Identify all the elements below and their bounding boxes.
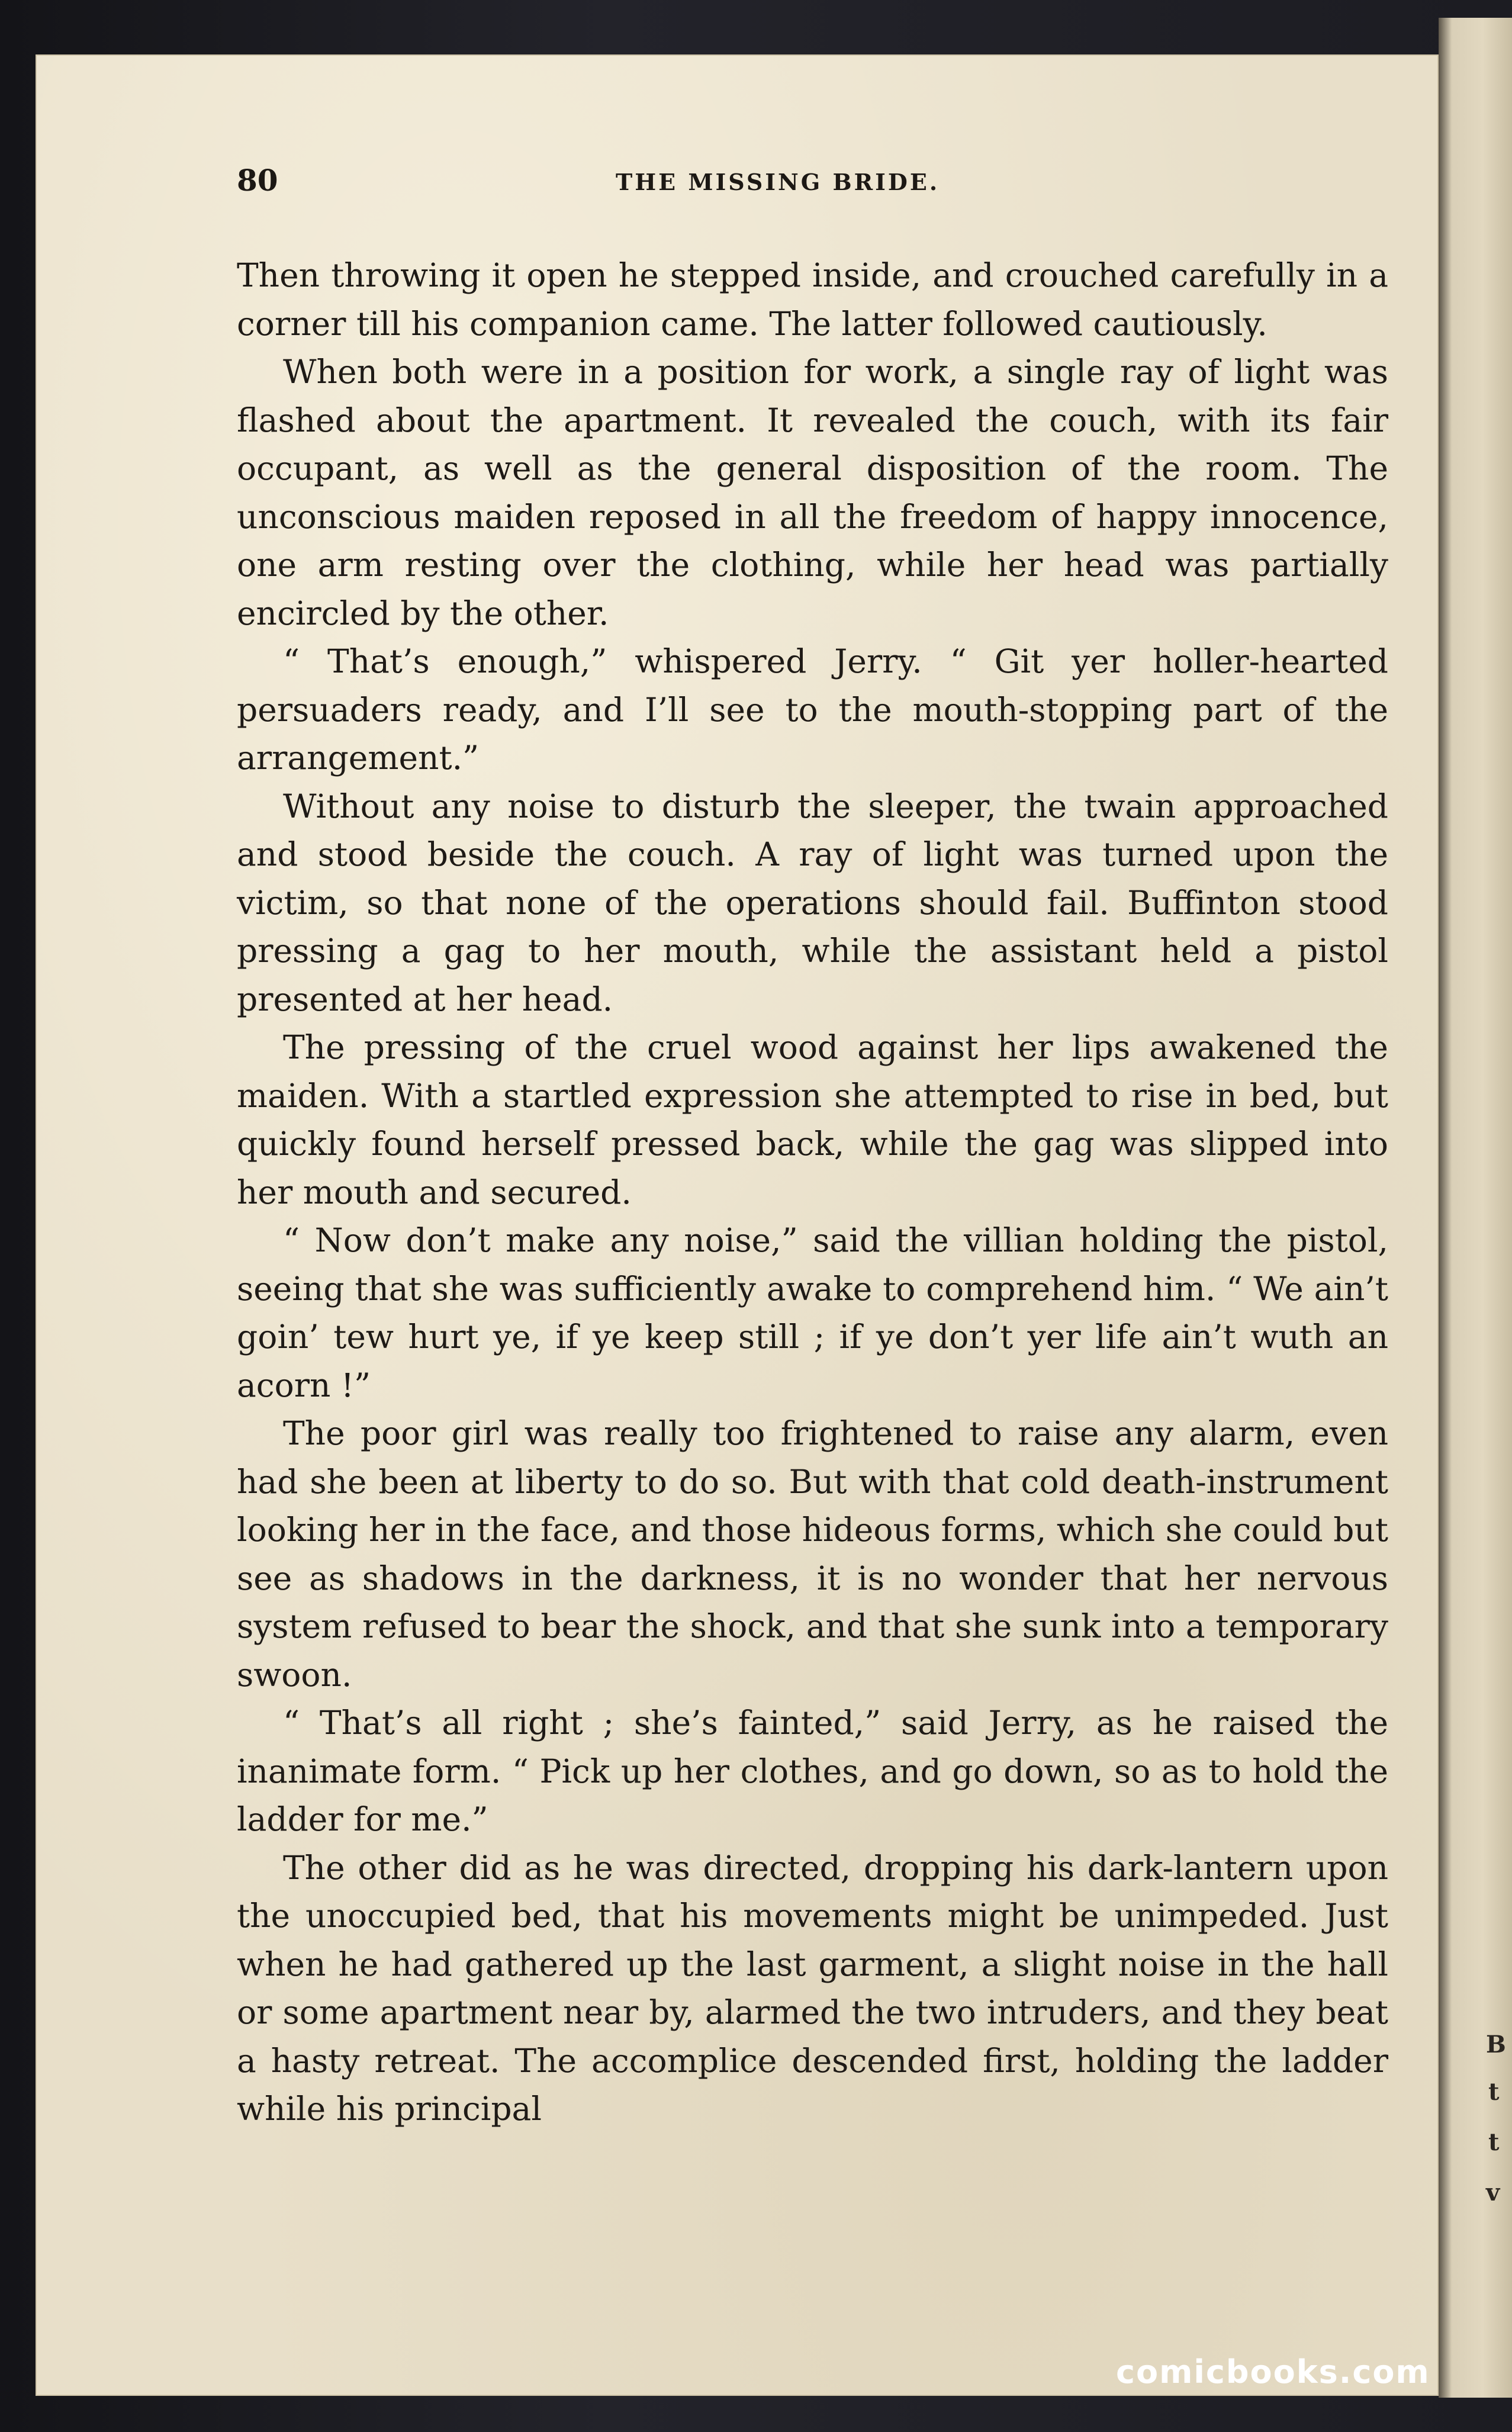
paragraph: The poor girl was really too frightened to raise any alarm, even had she been at liberty to do so. But with that cold death-instrument looking her in the face, and those hideous forms, which she could but see as shadows in the darkness, it is no wonder that her nervous system refused to bear the shock, and that she sunk into a temporary swoon. [237,1414,1388,1694]
paragraph: The pressing of the cruel wood against her lips awakened the maiden. With a startled expression she attempted to rise in bed, but quickly found herself pressed back, while the gag was slipped into her mouth and secured. [237,1028,1388,1211]
running-title: THE MISSING BRIDE. [616,169,940,195]
edge-letter: v [1486,2179,1500,2206]
paragraph: “ Now don’t make any noise,” said the villian holding the pistol, seeing that she was sufficiently awake to comprehend him. “ We ain’t goin’ tew hurt ye, if ye keep still ; if ye don’t yer life ain’t wuth an acorn !” [237,1221,1388,1404]
paragraph: Then throwing it open he stepped inside, and crouched carefully in a corner till his companion came. The latter followed cautiously. [237,256,1388,343]
running-head [237,163,1480,204]
body-text [237,252,1388,2134]
edge-letter: t [1488,2128,1500,2156]
paragraph: The other did as he was directed, dropping his dark-lantern upon the unoccupied bed, that his movements might be unimpeded. Just when he had gathered up the last garment, a slight noise in the hall or some apartment near by, alarmed the two intruders, and they beat a hasty retreat. The accomplice descended first, holding the ladder while his principal [237,1848,1388,2128]
paragraph: When both were in a position for work, a single ray of light was flashed about the apartment. It revealed the couch, with its fair occupant, as well as the general disposition of the room. The unconscious maiden reposed in all the freedom of happy innocence, one arm resting over the clothing, while her head was partially encircled by the other. [237,353,1388,632]
next-page-edge [1439,18,1512,2398]
page-number: 80 [237,163,278,198]
paragraph: Without any noise to disturb the sleeper, the twain approached and stood beside the couch. A ray of light was turned upon the victim, so that none of the operations should fail. Buffinton stood pressing a gag to her mouth, while the assistant held a pistol presented at her head. [237,787,1388,1018]
paragraph: “ That’s enough,” whispered Jerry. “ Git yer holler-hearted persuaders ready, and I’ll see to the mouth-stopping part of the arrangement.” [237,642,1388,777]
edge-letter: t [1488,2078,1500,2106]
site-watermark: comicbooks.com [1116,2353,1430,2391]
edge-letter: B [1486,2031,1506,2058]
paragraph: “ That’s all right ; she’s fainted,” said Jerry, as he raised the inanimate form. “ Pick up her clothes, and go down, so as to hold the ladder for me.” [237,1704,1388,1838]
